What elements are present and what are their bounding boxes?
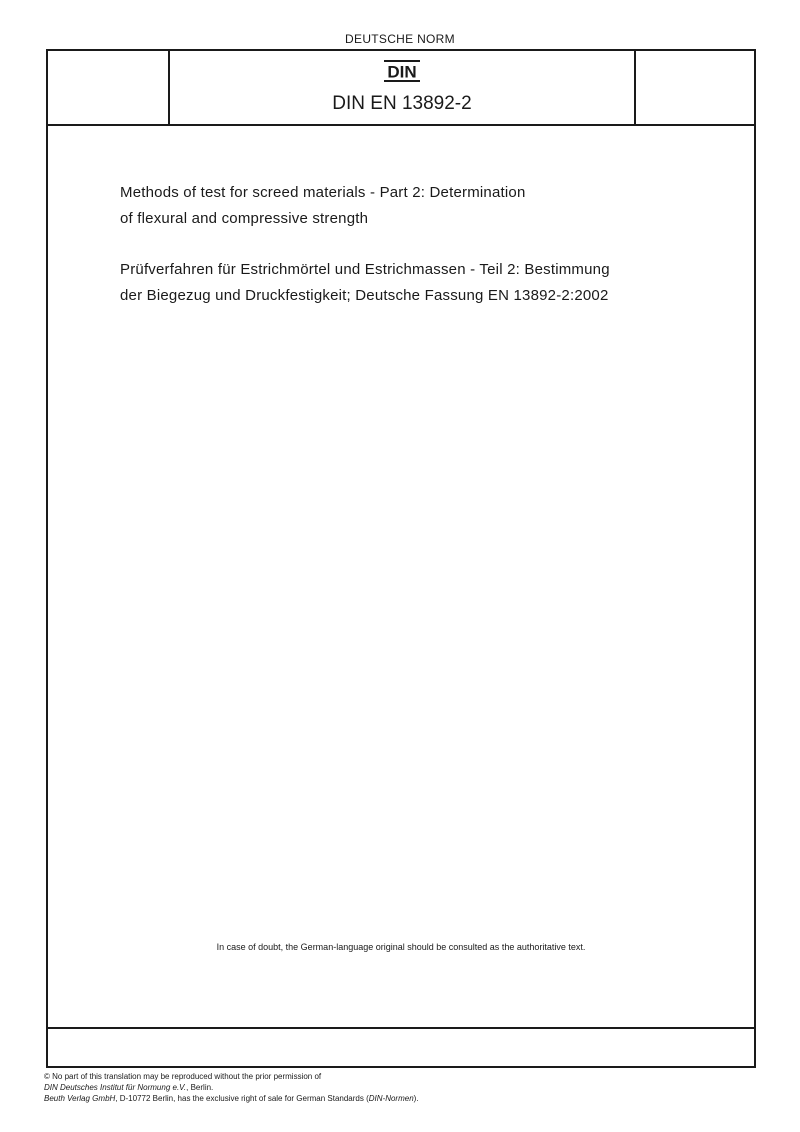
header-center-cell bbox=[170, 51, 634, 124]
bottom-row bbox=[48, 1027, 754, 1068]
footer-line-2 bbox=[44, 1082, 744, 1093]
title-german-line-1: Prüfverfahren für Estrichmörtel und Estrichmassen - Teil 2: Bestimmung bbox=[120, 261, 610, 278]
footer-line-3-end: ). bbox=[413, 1094, 419, 1103]
title-german-line-2: der Biegezug und Druckfestigkeit; Deutsche Fassung EN 13892-2:2002 bbox=[120, 287, 609, 304]
norm-type-label: DEUTSCHE NORM bbox=[345, 32, 455, 46]
header-right-cell bbox=[634, 51, 754, 124]
din-logo-text: DIN bbox=[387, 62, 417, 82]
footer-line-3 bbox=[44, 1093, 744, 1104]
din-logo-icon bbox=[382, 59, 422, 83]
title-german bbox=[120, 257, 720, 309]
footer-line-3-mid: , D-10772 Berlin, has the exclusive right of sale for German Standards ( bbox=[115, 1094, 369, 1103]
footer-line-1: © No part of this translation may be reproduced without the prior permission of bbox=[44, 1072, 322, 1081]
document-number: DIN EN 13892-2 bbox=[332, 93, 472, 114]
document-body bbox=[48, 126, 754, 1006]
footer-line-2-rest: , Berlin. bbox=[186, 1083, 214, 1092]
beuth-verlag-name: Beuth Verlag GmbH bbox=[44, 1094, 116, 1103]
header-left-cell bbox=[48, 51, 170, 124]
document-frame bbox=[46, 49, 756, 1068]
authoritative-text-note: In case of doubt, the German-language original should be consulted as the authoritative text. bbox=[216, 942, 586, 952]
din-institute-name: DIN Deutsches Institut für Normung e.V. bbox=[44, 1083, 187, 1092]
din-normen-term: DIN-Normen bbox=[368, 1094, 414, 1103]
copyright-footer bbox=[44, 1071, 744, 1104]
title-english-line-1: Methods of test for screed materials - Part 2: Determination bbox=[120, 184, 526, 201]
header-row bbox=[48, 51, 754, 126]
title-english-line-2: of flexural and compressive strength bbox=[120, 210, 369, 227]
title-english bbox=[120, 180, 680, 232]
